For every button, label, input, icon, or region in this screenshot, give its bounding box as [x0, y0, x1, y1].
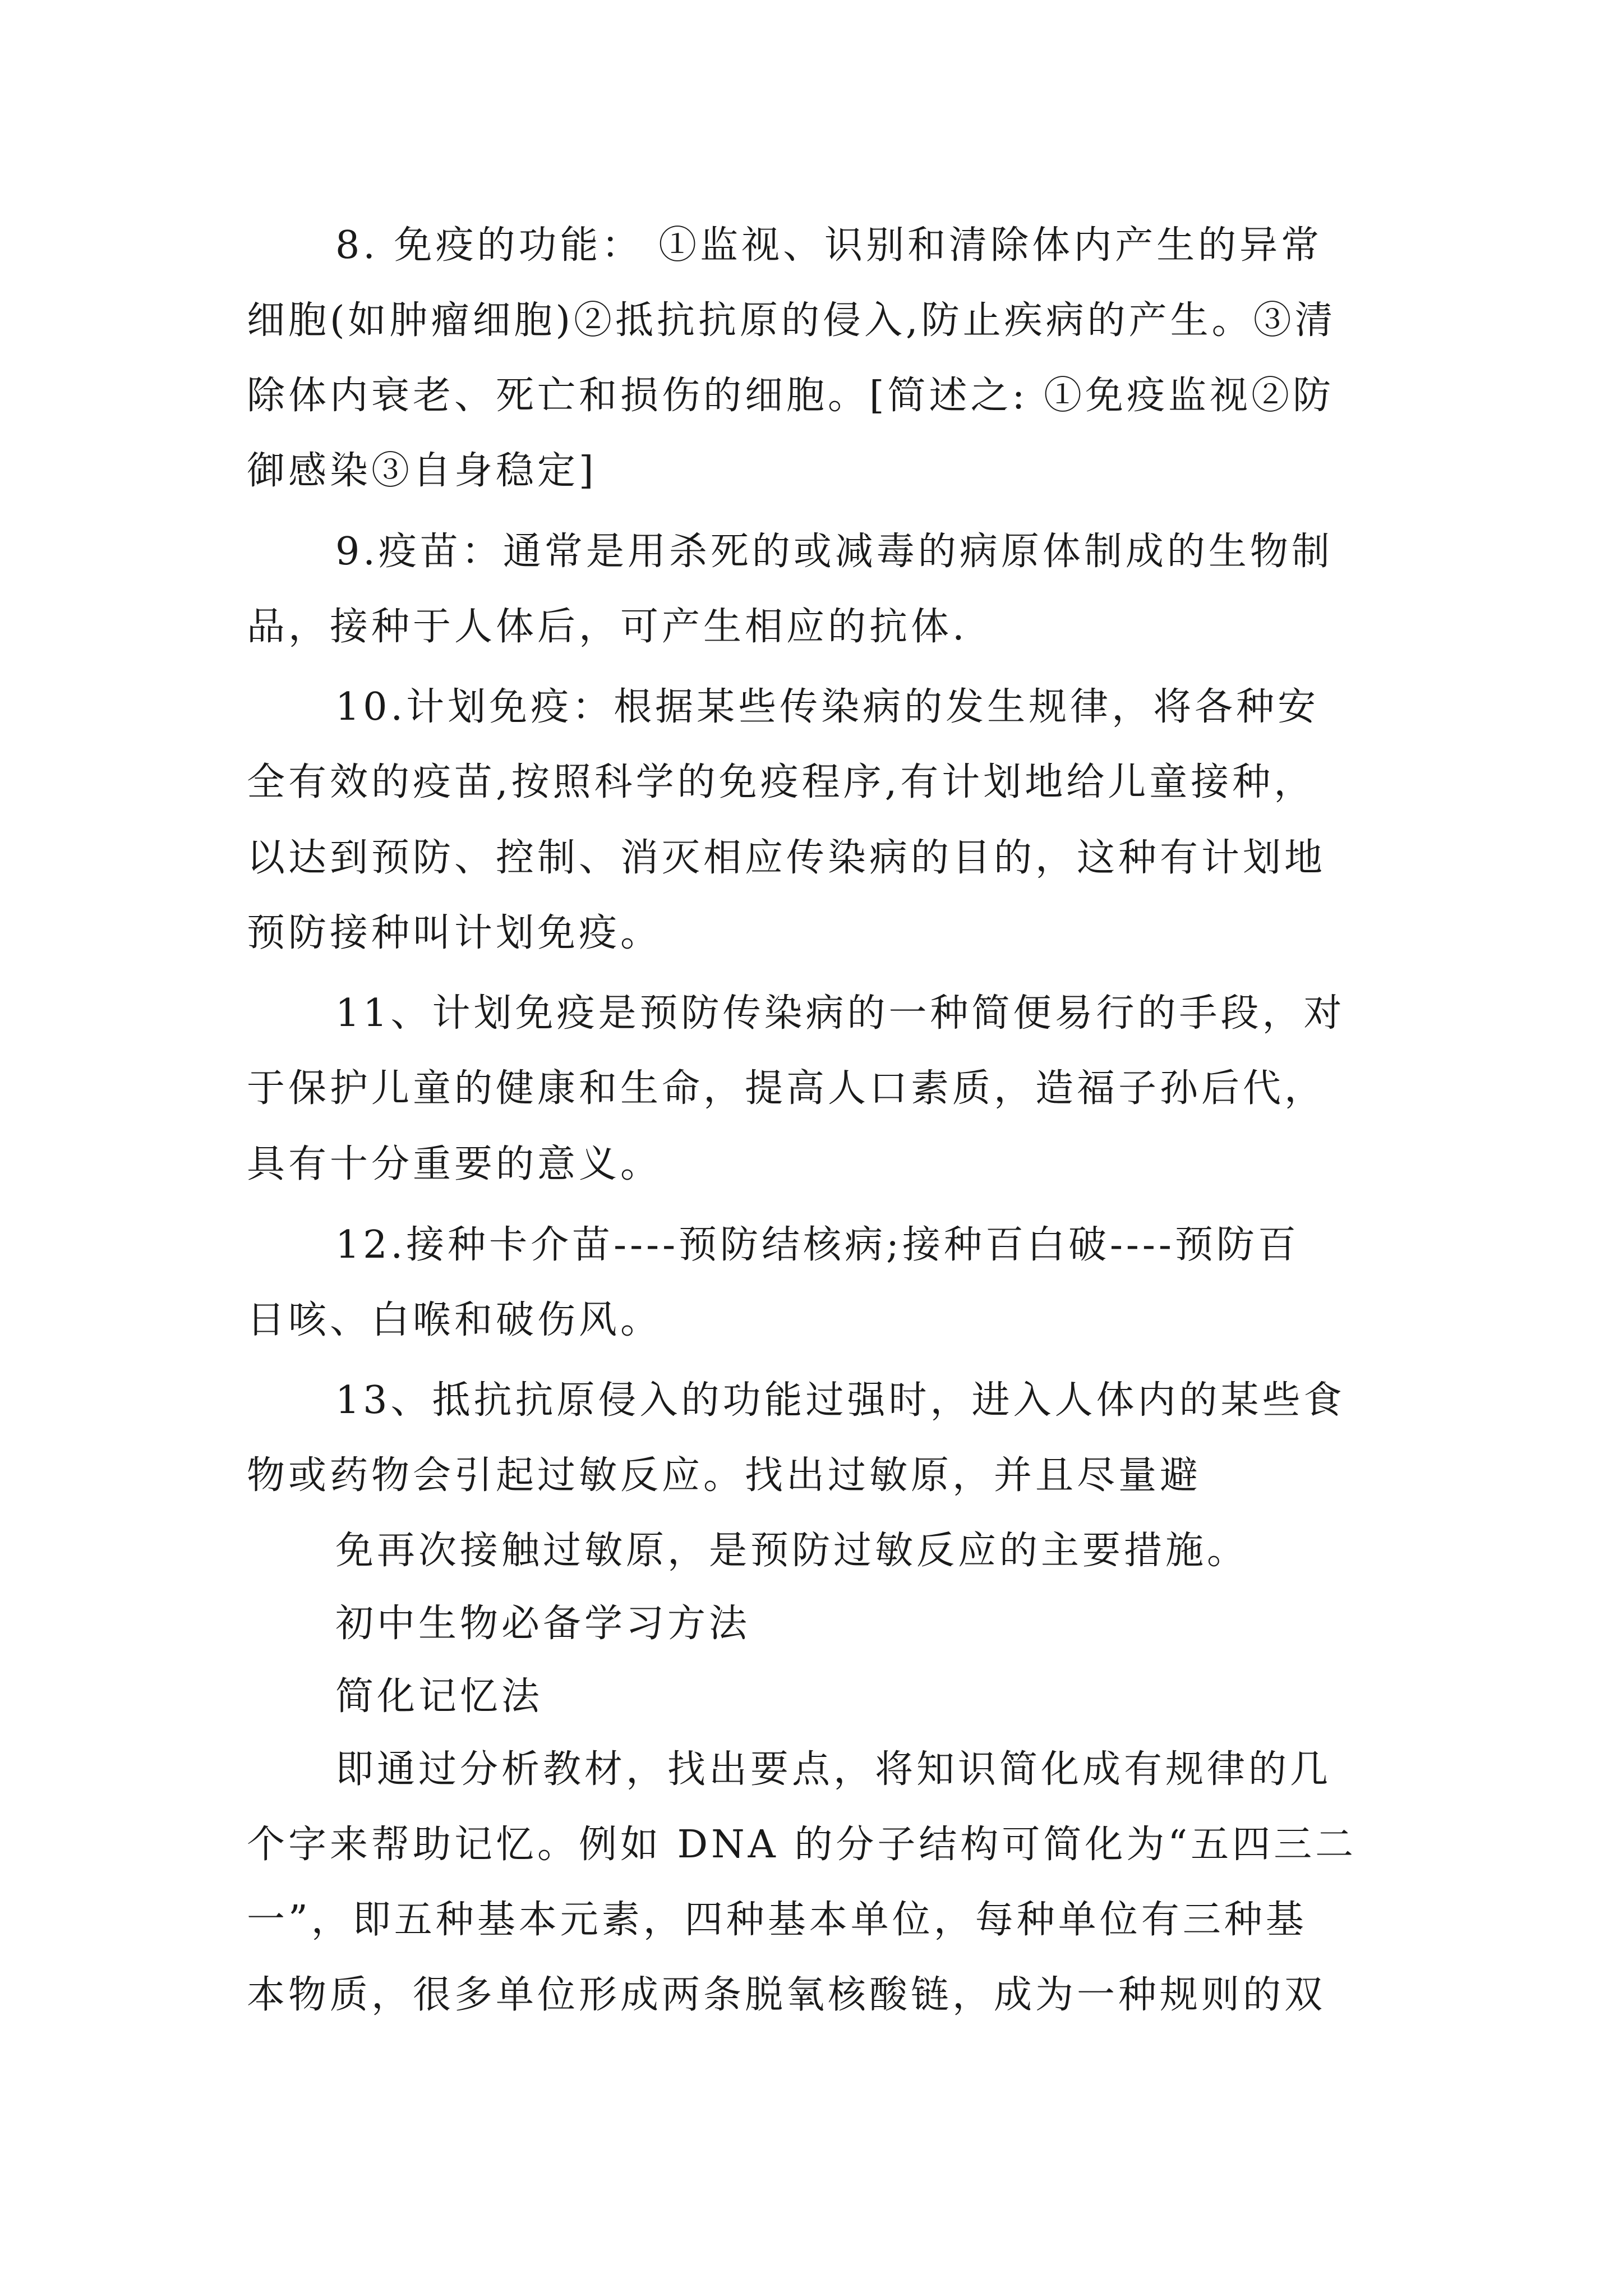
text-line: 本物质，很多单位形成两条脱氧核酸链，成为一种规则的双 — [247, 1973, 1326, 2017]
text-line: 8. 免疫的功能： ①监视、识别和清除体内产生的异常 — [335, 223, 1323, 268]
text-line: 除体内衰老、死亡和损伤的细胞。[简述之: ①免疫监视②防 — [247, 374, 1335, 418]
text-line: 一”，即五种基本元素，四种基本单位，每种单位有三种基 — [247, 1898, 1307, 1942]
text-line: 个字来帮助记忆。例如 DNA 的分子结构可简化为“五四三二 — [247, 1823, 1357, 1867]
text-line: 日咳、白喉和破伤风。 — [247, 1298, 662, 1342]
text-line: 具有十分重要的意义。 — [247, 1142, 662, 1186]
section-heading: 初中生物必备学习方法 — [335, 1602, 751, 1646]
text-line: 品，接种于人体后，可产生相应的抗体. — [247, 605, 968, 649]
text-line: 预防接种叫计划免疫。 — [247, 911, 662, 955]
text-line: 全有效的疫苗,按照科学的免疫程序,有计划地给儿童接种， — [247, 760, 1316, 804]
text-line: 物或药物会引起过敏反应。找出过敏原，并且尽量避 — [247, 1453, 1202, 1498]
text-line: 9.疫苗：通常是用杀死的或减毒的病原体制成的生物制 — [335, 530, 1333, 574]
text-line: 11、计划免疫是预防传染病的一种简便易行的手段，对 — [335, 991, 1345, 1036]
text-line: 即通过分析教材，找出要点，将知识简化成有规律的几 — [335, 1747, 1332, 1792]
text-line: 以达到预防、控制、消灭相应传染病的目的，这种有计划地 — [247, 836, 1326, 880]
subsection-heading: 简化记忆法 — [335, 1674, 543, 1719]
text-line: 于保护儿童的健康和生命，提高人口素质，造福子孙后代， — [247, 1066, 1326, 1111]
text-line: 12.接种卡介苗----预防结核病;接种百白破----预防百 — [335, 1223, 1299, 1267]
text-line: 13、抵抗抗原侵入的功能过强时，进入人体内的某些食 — [335, 1378, 1345, 1423]
text-line: 免再次接触过敏原，是预防过敏反应的主要措施。 — [335, 1529, 1249, 1573]
text-line: 细胞(如肿瘤细胞)②抵抗抗原的侵入,防止疾病的产生。③清 — [247, 298, 1336, 343]
text-line: 御感染③自身稳定] — [247, 449, 597, 493]
text-line: 10.计划免疫：根据某些传染病的发生规律，将各种安 — [335, 685, 1320, 729]
